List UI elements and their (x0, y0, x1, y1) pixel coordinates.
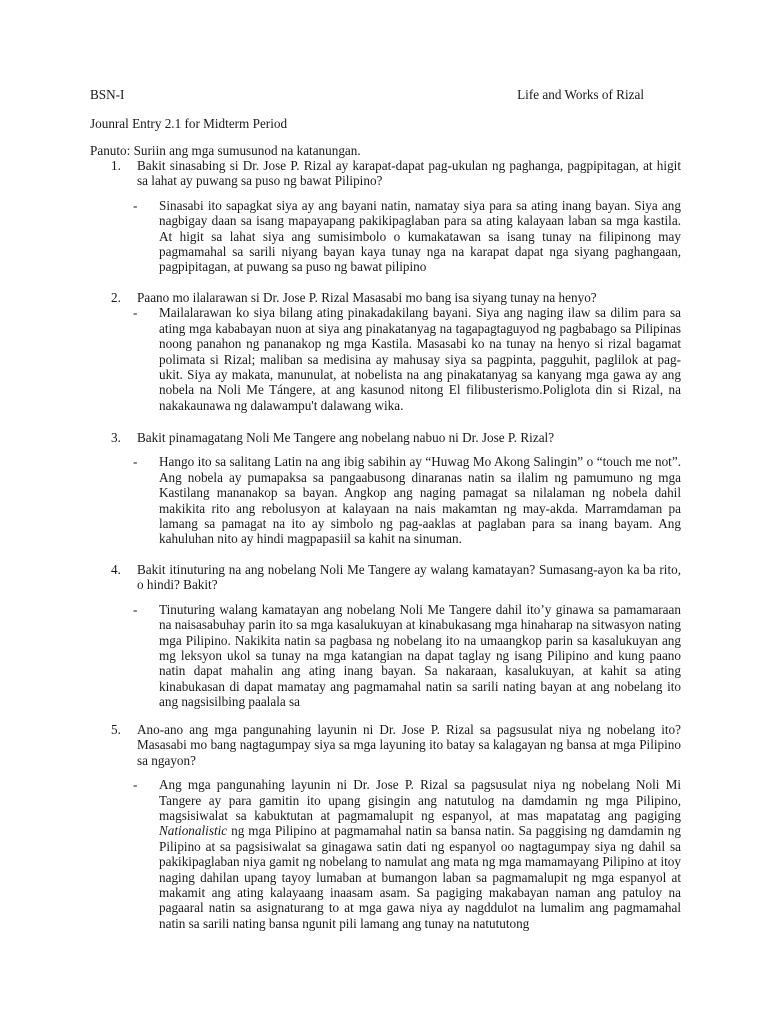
question-text: Bakit itinuturing na ang nobelang Noli Me Tangere ay walang kamatayan? Sumasang-ayon ka ba rito, o hindi? Bakit? (137, 562, 681, 593)
instructions: Panuto: Suriin ang mga sumusunod na katanungan. (90, 143, 361, 158)
question-text: Bakit pinamagatang Noli Me Tangere ang nobelang nabuo ni Dr. Jose P. Rizal? (137, 430, 555, 445)
page-header (90, 87, 644, 102)
dash-bullet: - (133, 305, 138, 321)
answer-text: Mailalarawan ko siya bilang ating pinakadakilang bayani. Siya ang naging ilaw sa dilim para sa ating mga kababayan nuon at siya ang pinakatanyag na tagapagtaguyod ng pagbabago sa Pilipinas noong panahon ng pananakop ng mga Kastila. Masasabi ko na tunay na henyo si rizal bagamat polimata si Rizal; maliban sa medisina ay mahusay siya sa pagpinta, pagguhit, paglilok at pag-ukit. Siya ay makata, manunulat, at nobelista na ang pinakatanyag sa kanyang mga gawa ay ang nobela na Noli Me Tángere, at ang kasunod nitong El filibusterismo.Poliglota din si Rizal, na nakakaunawa ng dalawampu't dalawang wika. (159, 305, 681, 413)
answer-text-emphasis: Nationalistic (159, 823, 228, 839)
dash-bullet: - (133, 197, 138, 213)
question-item (111, 722, 681, 931)
journal-title: Jounral Entry 2.1 for Midterm Period (90, 116, 288, 131)
question-number: 3. (111, 430, 121, 445)
question-item (111, 158, 681, 275)
answer-text: Sinasabi ito sapagkat siya ay ang bayani natin, namatay siya para sa ating inang bayan. Siya ang nagbigay daan sa isang mapayapang pakikipaglaban para sa ating kalayaan laban sa mga kastila. At higit sa lahat siya ang sumisimbolo o kumakatawan sa isang tunay na filipinong may pagmamahal sa sarili niyang bayan kaya tunay nga na karapat dapat nga siyang paghangaan, pagpipitagan, at puwang sa puso ng bawat pilipino (159, 197, 681, 275)
dash-bullet: - (133, 601, 138, 617)
course-section: BSN-I (90, 87, 125, 102)
dash-bullet: - (133, 454, 138, 470)
question-item (111, 290, 681, 413)
question-number: 5. (111, 722, 121, 737)
answer-text (159, 777, 681, 931)
question-item (111, 562, 681, 710)
question-text: Paano mo ilalarawan si Dr. Jose P. Rizal Masasabi mo bang isa siyang tunay na henyo? (137, 290, 597, 305)
answer-block (133, 305, 681, 413)
answer-text: Hango ito sa salitang Latin na ang ibig sabihin ay “Huwag Mo Akong Salingin” o “touch me not”. Ang nobela ay pumapaksa sa pangaabusong dinaranas natin sa ilalim ng pamumuno ng mga Kastilang mananakop sa bayan. Angkop ang naging pamagat sa nilalaman ng nobela dahil makikita rito ang rebolusyon at kalayaan na nais makamtan ng may-akda. Marramdaman pa lamang sa pamagat na ito ay simbolo ng pag-aaklas at paglaban para sa inang bayam. Ang kahuluhan nito ay hindi magpapasiil sa kahit na sinuman. (159, 454, 681, 547)
answer-text-part: Ang mga pangunahing layunin ni Dr. Jose P. Rizal sa pagsusulat niya ng nobelang Noli Mi Tangere ay para gamitin ito upang gisingin ang natutulog na damdamin ng mga Pilipino, magsisiwalat sa kabuktutan at pagmamalupit ng espanyol, at mas mapatatag ang pagiging (159, 777, 681, 824)
question-text: Ano-ano ang mga pangunahing layunin ni Dr. Jose P. Rizal sa pagsusulat niya ng nobelang ito? Masasabi mo bang nagtagumpay siya sa mga layuning ito batay sa kalagayan ng bansa at mga Pilipino sa ngayon? (137, 722, 681, 768)
question-item (111, 430, 681, 547)
dash-bullet: - (133, 777, 138, 793)
question-text: Bakit sinasabing si Dr. Jose P. Rizal ay karapat-dapat pag-ukulan ng paghanga, pagpipitagan, at higit sa lahat ay puwang sa puso ng bawat Pilipino? (137, 158, 681, 189)
course-title: Life and Works of Rizal (517, 87, 644, 102)
answer-block (133, 198, 681, 275)
question-number: 1. (111, 158, 121, 173)
question-number: 4. (111, 562, 121, 577)
answer-block (133, 454, 681, 546)
answer-text-part: ng mga Pilipino at pagmamahal natin sa bansa natin. Sa paggising ng damdamin ng Pilipino at sa pagsisiwalat sa ginagawa satin dati ng espanyol oo nagtagumpay siya ng dahil sa pakikipaglaban niya gamit ng nobelang to namulat ang mata ng mga mamamayang Pilipino at itoy naging dahilan upang tayoy lumaban at bumangon laban sa pagmamalupit ng mga espanyol at makamit ang ating kalayaang inaasam asam. Sa pagiging makabayan naman ang patuloy na pagaaral natin sa asignaturang to at mga gawa niya ay nagddulot na lumalim ang pagmamahal natin sa sarili nating bansa ngunit pili lamang ang tunay na natututong (159, 823, 681, 931)
answer-block (133, 602, 681, 710)
answer-text: Tinuturing walang kamatayan ang nobelang Noli Me Tangere dahil ito’y ginawa sa pamamaraan na naisasabuhay parin ito sa mga kasalukuyan at kinabukasang mga hinaharap na sitwasyon nating mga Pilipino. Nakikita natin sa pagbasa ng nobelang ito na umaangkop parin sa kasalukuyan ang mg leksyon ukol sa tunay na mga katangian na dapat taglay ng isang Pilipino and kung paano natin dapat mahalin ang ating inang bayan. Sa nakaraan, kasalukuyan, at kahit sa ating kinabukasan di dapat mamatay ang pagmamahal natin sa sarili nating bayan at ang nobelang ito ang nagsisilbing paalala sa (159, 601, 681, 710)
question-number: 2. (111, 290, 121, 305)
answer-block (133, 777, 681, 931)
